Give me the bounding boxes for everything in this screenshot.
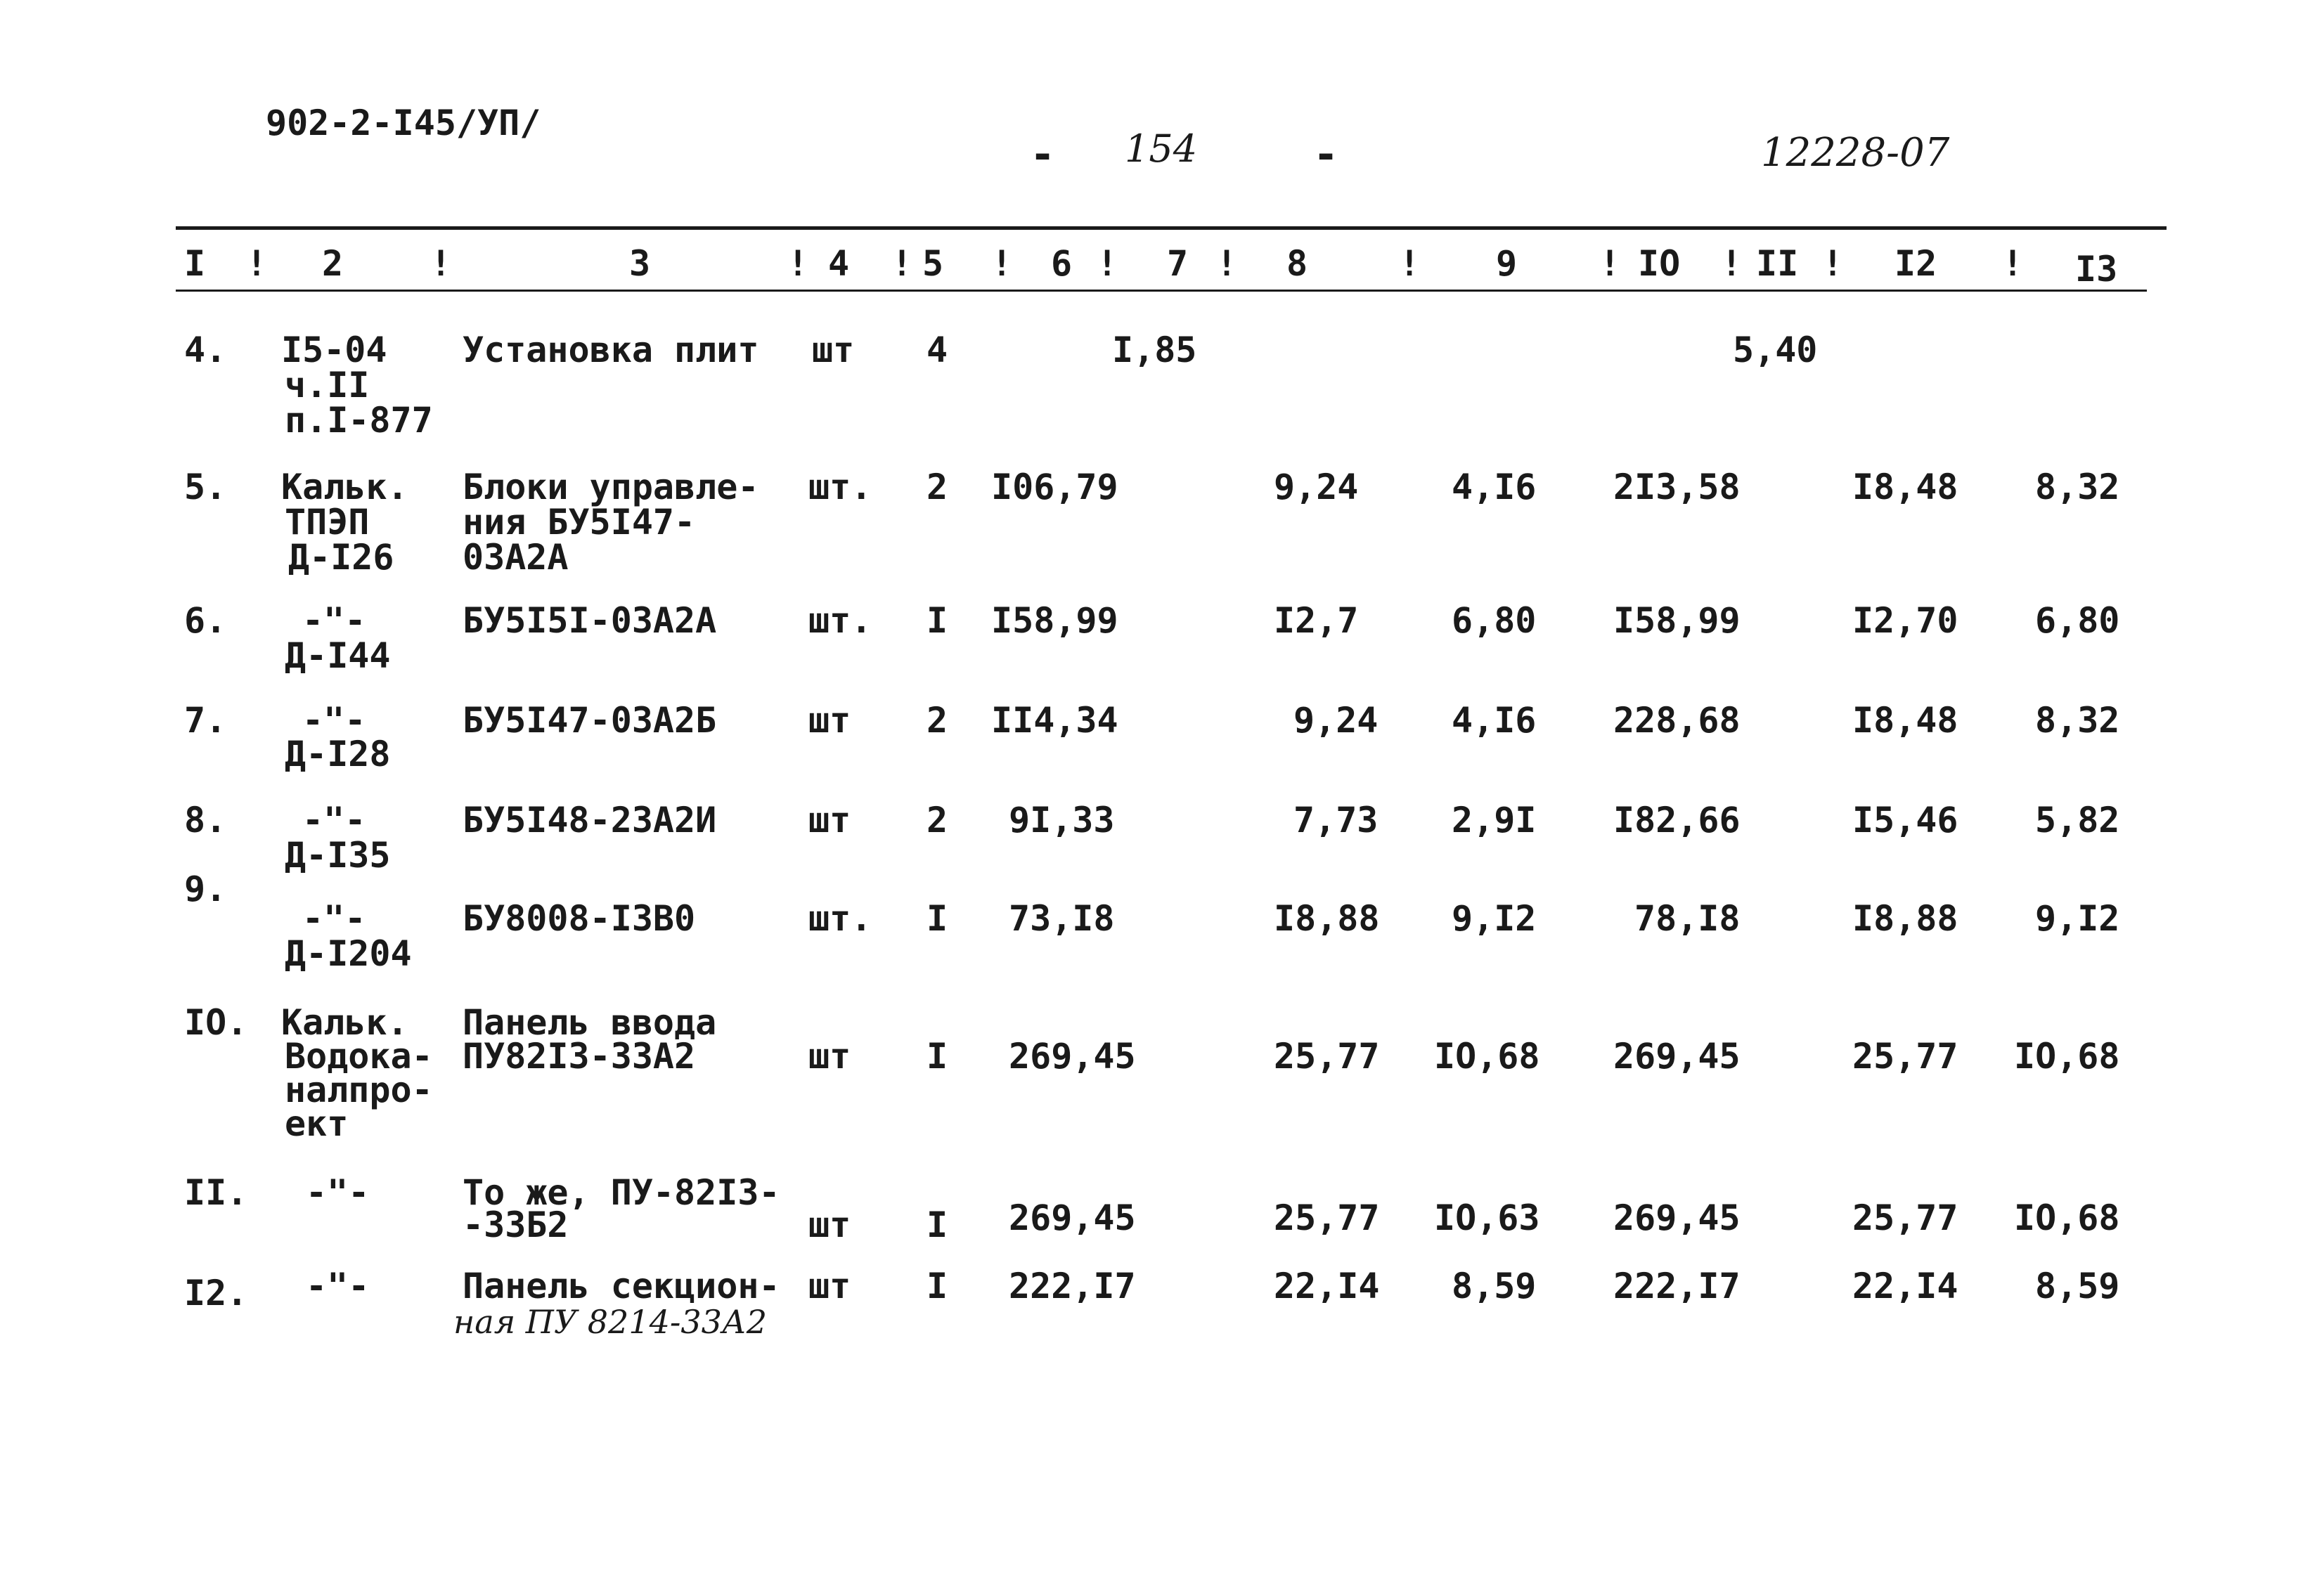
- header-col-1: I: [184, 243, 206, 284]
- header-sep: !: [1599, 243, 1621, 284]
- row-number: 8.: [184, 800, 227, 841]
- row-code-line: -"-: [302, 700, 366, 741]
- row-col-9: IO,63: [1434, 1198, 1540, 1238]
- row-col-6: 73,I8: [1009, 898, 1115, 939]
- table-header-rule: [176, 290, 2147, 292]
- row-quantity: I: [927, 600, 948, 641]
- row-unit: шт: [808, 700, 851, 741]
- row-col-10: 228,68: [1613, 700, 1741, 741]
- row-col-9: 2,9I: [1452, 800, 1537, 841]
- row-col-8: 22,I4: [1274, 1266, 1380, 1306]
- row-col-12: 25,77: [1852, 1198, 1958, 1238]
- row-col-10: 269,45: [1613, 1198, 1741, 1238]
- row-code-line: -"-: [306, 1266, 370, 1306]
- row-quantity: 2: [927, 467, 948, 507]
- page-number-dash-right: -: [1313, 130, 1339, 179]
- row-number: 4.: [184, 330, 227, 370]
- header-sep: !: [1721, 243, 1743, 284]
- row-code-line: Д-I204: [285, 933, 412, 974]
- header-col-13: I3: [2075, 249, 2118, 290]
- row-code-line: ТПЭП: [285, 502, 370, 543]
- header-sep: !: [1399, 243, 1421, 284]
- row-name-line: ПУ82I3-33А2: [463, 1036, 696, 1077]
- row-col-10: 222,I7: [1613, 1266, 1741, 1306]
- row-quantity: 2: [927, 700, 948, 741]
- row-col-8: I8,88: [1274, 898, 1380, 939]
- row-unit: шт: [808, 1205, 851, 1245]
- row-quantity: I: [927, 1266, 948, 1306]
- row-col-10: I82,66: [1613, 800, 1741, 841]
- row-col-9: 9,I2: [1452, 898, 1537, 939]
- row-name-line: -33Б2: [463, 1205, 569, 1245]
- row-col-9: 6,80: [1452, 600, 1537, 641]
- header-col-6: 6: [1051, 243, 1073, 284]
- page-number-dash-left: -: [1030, 130, 1056, 179]
- header-col-3: 3: [629, 243, 651, 284]
- header-col-11: II: [1756, 243, 1799, 284]
- header-col-9: 9: [1496, 243, 1518, 284]
- row-col-13: 8,32: [2035, 467, 2120, 507]
- row-col-12: 25,77: [1852, 1036, 1958, 1077]
- row-code-line: ч.II: [285, 365, 370, 405]
- row-code-line: Д-I26: [288, 537, 394, 578]
- row-number: IO.: [184, 1002, 248, 1043]
- row-col-6: 269,45: [1009, 1036, 1136, 1077]
- row-name-line: Панель секцион-: [463, 1266, 780, 1306]
- row-name-line: Панель ввода: [463, 1002, 717, 1043]
- header-col-5: 5: [922, 243, 944, 284]
- row-unit: шт.: [808, 898, 872, 939]
- row-col-10: 269,45: [1613, 1036, 1741, 1077]
- row-number: II.: [184, 1172, 248, 1213]
- row-col-13: 9,I2: [2035, 898, 2120, 939]
- row-number: 7.: [184, 700, 227, 741]
- header-sep: !: [430, 243, 452, 284]
- header-sep: !: [1216, 243, 1238, 284]
- row-col-10: 78,I8: [1634, 898, 1741, 939]
- row-col-11: 5,40: [1733, 330, 1818, 370]
- row-col-9: 4,I6: [1452, 467, 1537, 507]
- row-name-line-handwritten: ная ПУ 8214-33А2: [453, 1303, 768, 1341]
- header-sep: !: [246, 243, 268, 284]
- header-sep: !: [1822, 243, 1844, 284]
- document-code: 902-2-I45/УП/: [266, 103, 541, 143]
- row-name-line: БУ5I5I-03А2А: [463, 600, 717, 641]
- row-name-line: ния БУ5I47-: [463, 502, 696, 543]
- row-col-13: 8,59: [2035, 1266, 2120, 1306]
- row-col-9: 8,59: [1452, 1266, 1537, 1306]
- row-col-8: 9,24: [1293, 700, 1379, 741]
- row-number: 9.: [184, 869, 227, 909]
- row-name-line: Блоки управле-: [463, 467, 759, 507]
- row-code-line: Д-I35: [285, 835, 391, 876]
- row-quantity: I: [927, 1036, 948, 1077]
- header-col-4: 4: [828, 243, 850, 284]
- row-code-line: Кальк.: [281, 1002, 408, 1043]
- row-code-line: ект: [285, 1103, 349, 1144]
- archive-number: 12228-07: [1761, 130, 1950, 176]
- row-col-12: 22,I4: [1852, 1266, 1958, 1306]
- header-col-12: I2: [1894, 243, 1937, 284]
- row-col-9: IO,68: [1434, 1036, 1540, 1077]
- header-col-10: IO: [1638, 243, 1681, 284]
- header-sep: !: [2002, 243, 2024, 284]
- row-unit: шт: [808, 1036, 851, 1077]
- row-col-13: 6,80: [2035, 600, 2120, 641]
- header-col-7: 7: [1167, 243, 1189, 284]
- row-code-line: -"-: [302, 898, 366, 939]
- row-name-line: БУ5I48-23А2И: [463, 800, 717, 841]
- row-col-8: 7,73: [1293, 800, 1379, 841]
- row-col-6: II4,34: [991, 700, 1118, 741]
- row-code-line: -"-: [302, 600, 366, 641]
- page-number: 154: [1125, 126, 1198, 171]
- row-col-13: 5,82: [2035, 800, 2120, 841]
- row-quantity: I: [927, 1205, 948, 1245]
- row-number: I2.: [184, 1273, 248, 1313]
- row-code-line: Д-I28: [285, 734, 391, 774]
- header-sep: !: [1097, 243, 1118, 284]
- row-name-line: Установка плит: [463, 330, 759, 370]
- header-col-8: 8: [1286, 243, 1308, 284]
- row-code-line: I5-04: [281, 330, 387, 370]
- row-col-8: 9,24: [1274, 467, 1359, 507]
- row-quantity: I: [927, 898, 948, 939]
- row-col-6: 9I,33: [1009, 800, 1115, 841]
- row-col-12: I5,46: [1852, 800, 1958, 841]
- row-unit: шт.: [808, 600, 872, 641]
- row-col-13: 8,32: [2035, 700, 2120, 741]
- row-col-13: IO,68: [2014, 1036, 2120, 1077]
- row-number: 6.: [184, 600, 227, 641]
- row-name-line: То же, ПУ-82I3-: [463, 1172, 780, 1213]
- header-sep: !: [891, 243, 913, 284]
- row-col-6: 269,45: [1009, 1198, 1136, 1238]
- row-code-line: -"-: [306, 1172, 370, 1213]
- row-name-line: БУ8008-I3В0: [463, 898, 696, 939]
- row-code-line: Д-I44: [285, 635, 391, 676]
- row-col-6: 222,I7: [1009, 1266, 1136, 1306]
- row-col-8: 25,77: [1274, 1036, 1380, 1077]
- row-code-line: Кальк.: [281, 467, 408, 507]
- row-number: 5.: [184, 467, 227, 507]
- row-quantity: 2: [927, 800, 948, 841]
- row-col-9: 4,I6: [1452, 700, 1537, 741]
- table-top-rule: [176, 226, 2167, 230]
- row-unit: шт: [808, 1266, 851, 1306]
- row-name-line: 03А2А: [463, 537, 569, 578]
- row-col-13: IO,68: [2014, 1198, 2120, 1238]
- header-col-2: 2: [322, 243, 344, 284]
- row-name-line: БУ5I47-03А2Б: [463, 700, 717, 741]
- row-col-6: I58,99: [991, 600, 1118, 641]
- row-code-line: налпро-: [285, 1070, 433, 1110]
- row-col-6: I06,79: [991, 467, 1118, 507]
- row-code-line: -"-: [302, 800, 366, 841]
- row-code-line: п.I-877: [285, 400, 433, 441]
- row-quantity: 4: [927, 330, 948, 370]
- row-col-12: I8,48: [1852, 467, 1958, 507]
- row-unit: шт.: [808, 467, 872, 507]
- row-col-10: 2I3,58: [1613, 467, 1741, 507]
- row-unit: шт: [808, 800, 851, 841]
- row-unit: шт: [812, 330, 855, 370]
- row-col-8: 25,77: [1274, 1198, 1380, 1238]
- row-col-12: I2,70: [1852, 600, 1958, 641]
- row-col-7: I,85: [1112, 330, 1197, 370]
- row-code-line: Водока-: [285, 1036, 433, 1077]
- header-sep: !: [787, 243, 809, 284]
- row-col-8: I2,7: [1274, 600, 1359, 641]
- row-col-12: I8,48: [1852, 700, 1958, 741]
- row-col-12: I8,88: [1852, 898, 1958, 939]
- header-sep: !: [991, 243, 1013, 284]
- row-col-10: I58,99: [1613, 600, 1741, 641]
